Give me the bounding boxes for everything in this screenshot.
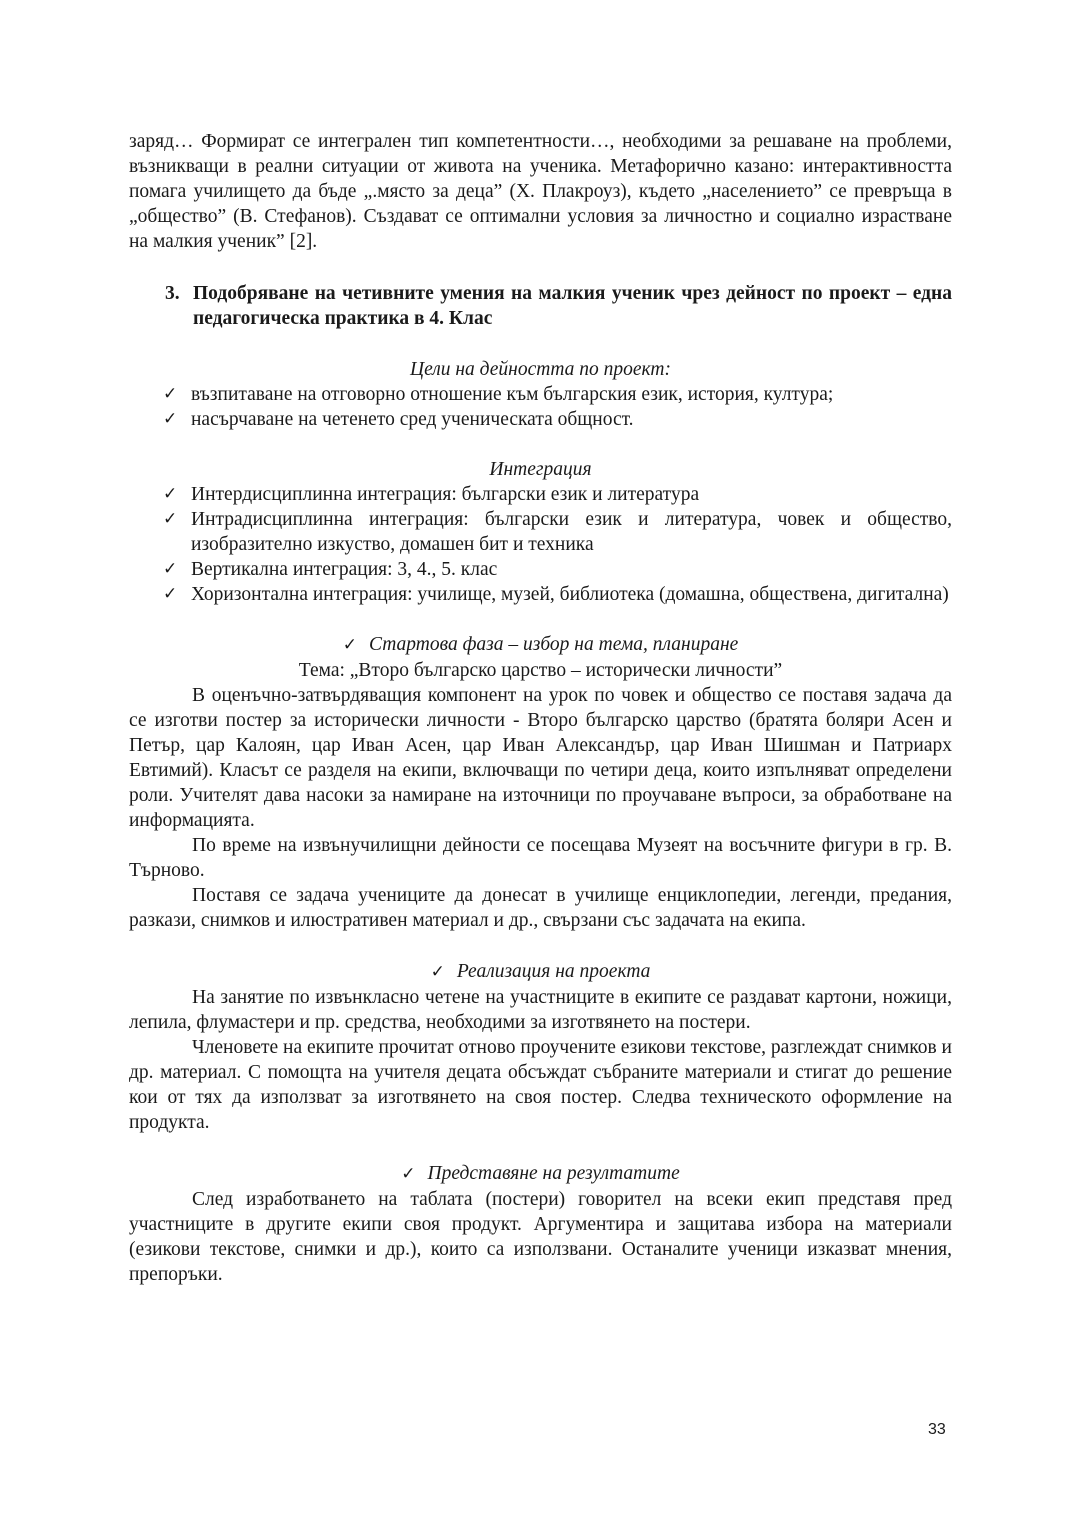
list-item [129, 382, 952, 407]
start-phase-title [129, 632, 952, 658]
document-page [129, 129, 952, 1287]
intro-paragraph: заряд… Формират се интегрален тип компетентности…, необходими за решаване на проблеми, възникващи в реални ситуации от живота на ученика. Метафорично казано: интерактивността помага училището да бъде „.място за деца” (Х. Плакроуз), където „населението” се превръща в „общество” (В. Стефанов). Създават се оптимални условия за личностно и социално израстване на малкия ученик” [2]. [129, 131, 952, 252]
checkmark-icon: ✓ [163, 409, 178, 429]
checkmark-icon: ✓ [430, 962, 445, 982]
goal-text: насърчаване на четенето сред ученическата общност. [191, 409, 634, 430]
goals-title: Цели на дейността по проект: [409, 359, 671, 380]
integration-text: Интердисциплинна интеграция: български език и литература [191, 484, 700, 505]
results-title-text: Представяне на резултатите [427, 1163, 680, 1184]
paragraph: Членовете на екипите прочитат отново проучените езикови текстове, разглеждат снимков и др. материал. С помощта на учителя децата обсъждат събраните материали и стигат до решение кои от тях да използват за изготвянето на своя постер. Следва техническото оформление на продукта. [129, 1037, 952, 1133]
checkmark-icon: ✓ [163, 509, 178, 529]
list-item [129, 582, 952, 607]
checkmark-icon: ✓ [163, 484, 178, 504]
checkmark-icon: ✓ [163, 559, 178, 579]
section-heading [165, 281, 952, 331]
goals-list [129, 382, 952, 432]
paragraph: След изработването на таблата (постери) говорител на всеки екип представя пред участниците в другите екипи своя продукт. Аргументира и защитава избора на материали (езикови текстове, снимки и др.), които са използвани. Останалите ученици изказват мнения, препоръки. [129, 1189, 952, 1285]
integration-text: Хоризонтална интеграция: училище, музей, библиотека (домашна, обществена, дигитална) [191, 584, 949, 605]
list-item [129, 557, 952, 582]
start-phase-title-text: Стартова фаза – избор на тема, планиране [368, 634, 739, 655]
list-item [129, 407, 952, 432]
checkmark-icon: ✓ [163, 384, 178, 404]
paragraph: По време на извънучилищни дейности се посещава Музеят на восъчните фигури в гр. В. Търново. [129, 835, 952, 881]
paragraph: Поставя се задача учениците да донесат в училище енциклопедии, легенди, предания, разкази, снимков и илюстративен материал и др., свързани със задачата на екипа. [129, 885, 952, 931]
section-title: Подобряване на четивните умения на малкия ученик чрез дейност по проект – една педагогическа практика в 4. Клас [193, 283, 952, 329]
paragraph: На занятие по извънкласно четене на участниците в екипите се раздават картони, ножици, лепила, флумастери и пр. средства, необходими за изготвянето на постери. [129, 987, 952, 1033]
checkmark-icon: ✓ [163, 584, 178, 604]
section-number: 3. [165, 283, 180, 304]
integration-text: Интрадисциплинна интеграция: български език и литература, човек и общество, изобразително изкуство, домашен бит и техника [191, 509, 952, 555]
integration-text: Вертикална интеграция: 3, 4., 5. клас [191, 559, 498, 580]
list-item [129, 482, 952, 507]
paragraph: В оценъчно-затвърдяващия компонент на урок по човек и общество се поставя задача да се изготви постер за исторически личности - Второ българско царство (братята боляри Асен и Петър, цар Калоян, цар Иван Асен, цар Иван Александър, цар Иван Шишман и Патриарх Евтимий). Класът се разделя на екипи, включващи по четири деца, които изпълняват определени роли. Учителят дава насоки за намиране на източници по проучаване въпроси, за обработване на информацията. [129, 685, 952, 831]
goal-text: възпитаване на отговорно отношение към българския език, история, култура; [191, 384, 834, 405]
realization-title [129, 959, 952, 985]
checkmark-icon: ✓ [342, 635, 357, 655]
page-number: 33 [928, 1421, 946, 1438]
checkmark-icon: ✓ [401, 1164, 416, 1184]
integration-list [129, 482, 952, 607]
list-item [129, 507, 952, 557]
realization-title-text: Реализация на проекта [456, 961, 651, 982]
results-title [129, 1161, 952, 1187]
topic-line: Тема: „Второ българско царство – исторически личности” [298, 660, 783, 681]
integration-title: Интеграция [489, 459, 592, 480]
